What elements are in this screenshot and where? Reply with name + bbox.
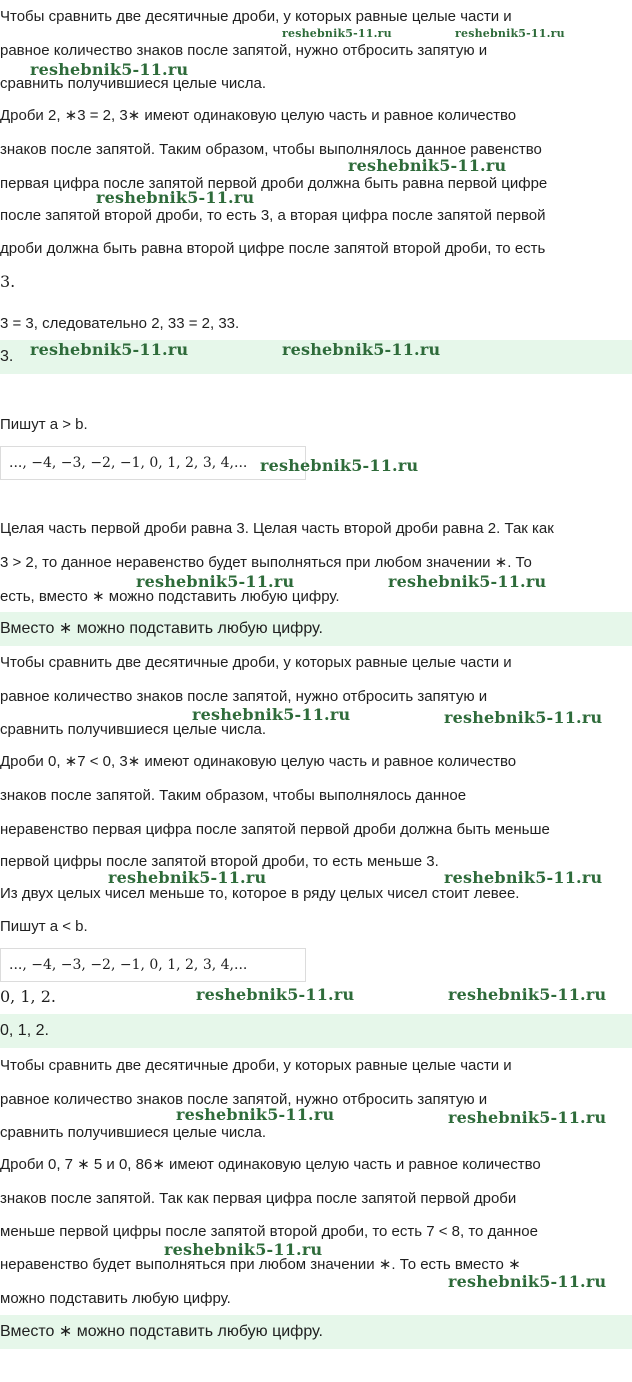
watermark: reshebnik5-11.ru: [448, 1272, 607, 1291]
watermark: reshebnik5-11.ru: [260, 456, 419, 475]
paragraph-line: есть, вместо ∗ можно подставить любую цифру.: [0, 588, 340, 605]
paragraph-line: Целая часть первой дроби равна 3. Целая часть второй дроби равна 2. Так как: [0, 520, 554, 537]
paragraph-line: Чтобы сравнить две десятичные дроби, у которых равные целые части и: [0, 8, 512, 25]
paragraph-line: Чтобы сравнить две десятичные дроби, у которых равные целые части и: [0, 1057, 512, 1074]
watermark: reshebnik5-11.ru: [444, 708, 603, 727]
paragraph-line: неравенство будет выполняться при любом значении ∗. То есть вместо ∗: [0, 1256, 521, 1273]
paragraph-line: меньше первой цифры после запятой второй дроби, то есть 7 < 8, то данное: [0, 1223, 538, 1240]
answer-box: 3.: [0, 340, 632, 374]
watermark: reshebnik5-11.ru: [448, 1108, 607, 1127]
paragraph-line: Из двух целых чисел меньше то, которое в ряду целых чисел стоит левее.: [0, 885, 520, 902]
number-line: ..., −4, −3, −2, −1, 0, 1, 2, 3, 4,...: [0, 948, 306, 982]
paragraph-line: первой цифры после запятой второй дроби, то есть меньше 3.: [0, 853, 439, 870]
paragraph-line: Дроби 0, 7 ∗ 5 и 0, 86∗ имеют одинаковую целую часть и равное количество: [0, 1156, 541, 1173]
paragraph-line: 3 = 3, следовательно 2, 33 = 2, 33.: [0, 315, 240, 332]
paragraph-line: после запятой второй дроби, то есть 3, а вторая цифра после запятой первой: [0, 207, 546, 224]
paragraph-line: равное количество знаков после запятой, нужно отбросить запятую и: [0, 688, 488, 705]
watermark: reshebnik5-11.ru: [448, 985, 607, 1004]
watermark: reshebnik5-11.ru: [192, 705, 351, 724]
paragraph-line: Дроби 2, ∗3 = 2, 3∗ имеют одинаковую целую часть и равное количество: [0, 107, 517, 124]
watermark: reshebnik5-11.ru: [164, 1240, 323, 1259]
answer-box: 0, 1, 2.: [0, 1014, 632, 1048]
paragraph-line: 3.: [0, 272, 16, 291]
number-line: ..., −4, −3, −2, −1, 0, 1, 2, 3, 4,...: [0, 446, 306, 480]
paragraph-line: Пишут a < b.: [0, 918, 88, 935]
watermark: reshebnik5-11.ru: [282, 340, 441, 359]
paragraph-line: знаков после запятой. Таким образом, чтобы выполнялось данное: [0, 787, 467, 804]
paragraph-line: Чтобы сравнить две десятичные дроби, у которых равные целые части и: [0, 654, 512, 671]
paragraph-line: Пишут a > b.: [0, 416, 88, 433]
paragraph-line: 3 > 2, то данное неравенство будет выполняться при любом значении ∗. То: [0, 554, 532, 571]
paragraph-line: знаков после запятой. Таким образом, чтобы выполнялось данное равенство: [0, 141, 542, 158]
watermark: reshebnik5-11.ru: [108, 868, 267, 887]
paragraph-line: сравнить получившиеся целые числа.: [0, 1124, 267, 1141]
paragraph-line: можно подставить любую цифру.: [0, 1290, 231, 1307]
watermark: reshebnik5-11.ru: [388, 572, 547, 591]
paragraph-line: Дроби 0, ∗7 < 0, 3∗ имеют одинаковую целую часть и равное количество: [0, 753, 517, 770]
watermark: reshebnik5-11.ru: [196, 985, 355, 1004]
result-line: 0, 1, 2.: [0, 987, 56, 1006]
watermark: reshebnik5-11.ru: [348, 156, 507, 175]
paragraph-line: неравенство первая цифра после запятой первой дроби должна быть меньше: [0, 821, 550, 838]
paragraph-line: равное количество знаков после запятой, нужно отбросить запятую и: [0, 1091, 488, 1108]
watermark: reshebnik5-11.ru: [455, 27, 565, 40]
paragraph-line: дроби должна быть равна второй цифре после запятой второй дроби, то есть: [0, 240, 546, 257]
watermark: reshebnik5-11.ru: [282, 27, 392, 40]
watermark: reshebnik5-11.ru: [176, 1105, 335, 1124]
paragraph-line: равное количество знаков после запятой, нужно отбросить запятую и: [0, 42, 488, 59]
watermark: reshebnik5-11.ru: [30, 340, 189, 359]
paragraph-line: сравнить получившиеся целые числа.: [0, 721, 267, 738]
answer-box: Вместо ∗ можно подставить любую цифру.: [0, 1315, 632, 1349]
paragraph-line: сравнить получившиеся целые числа.: [0, 75, 267, 92]
paragraph-line: первая цифра после запятой первой дроби должна быть равна первой цифре: [0, 175, 548, 192]
paragraph-line: знаков после запятой. Так как первая цифра после запятой первой дроби: [0, 1190, 517, 1207]
watermark: reshebnik5-11.ru: [444, 868, 603, 887]
watermark: reshebnik5-11.ru: [136, 572, 295, 591]
watermark: reshebnik5-11.ru: [30, 60, 189, 79]
answer-box: Вместо ∗ можно подставить любую цифру.: [0, 612, 632, 646]
watermark: reshebnik5-11.ru: [96, 188, 255, 207]
